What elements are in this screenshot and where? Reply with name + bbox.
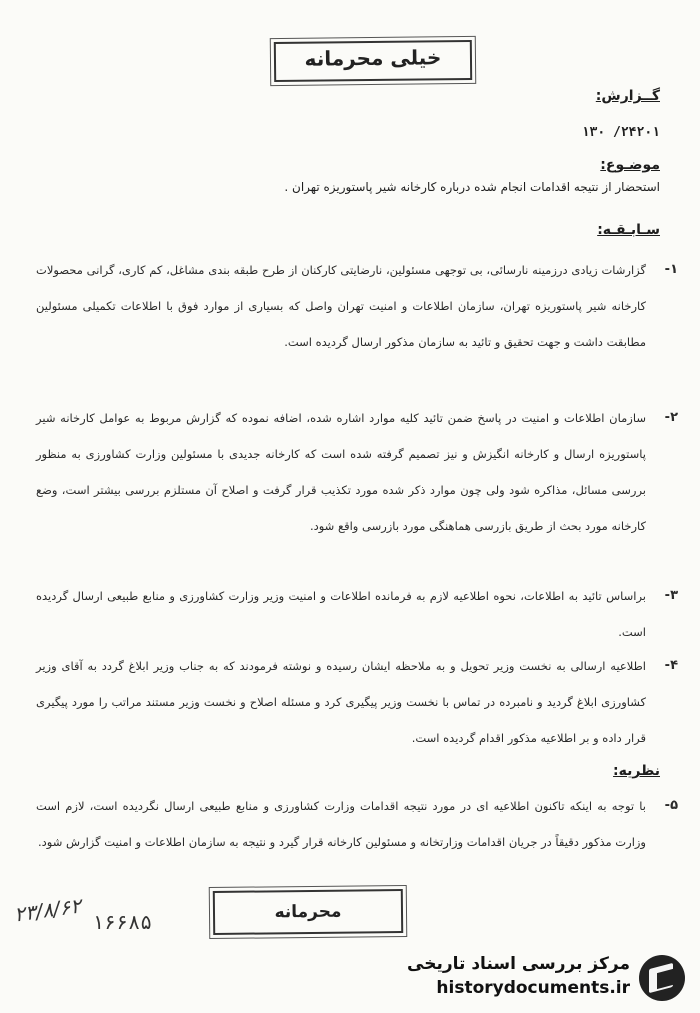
item-number: ۳- [664, 588, 678, 603]
item-text: براساس تائید به اطلاعات، نحوه اطلاعیه لازم به فرمانده اطلاعات و امنیت وزیر وزارت کشاورزی و منابع طبیعی ارسال گردیده است. [36, 589, 646, 639]
item-number: ۱- [664, 262, 678, 277]
item-number: ۲- [664, 410, 678, 425]
item-text: اطلاعیه ارسالی به نخست وزیر تحویل و به ملاحظه ایشان رسیده و نوشته فرمودند که به جناب وزیر ابلاغ گردد به آقای وزیر کشاورزی ابلاغ گردید و نامبرده در تماس با نخست وزیر پیگیری کرد و مسئله اصلاح و نخست وزیر مستند مراتب را مورد پیگیری قرار داده و بر اطلاعیه مذکور اقدام گردیده است. [36, 659, 646, 745]
watermark-url: historydocuments.ir [436, 978, 630, 998]
classification-stamp-bottom: محرمانه [213, 889, 403, 935]
item-text: با توجه به اینکه تاکنون اطلاعیه ای در مورد نتیجه اقدامات وزارت کشاورزی و منابع طبیعی ارسال نگردیده است، لازم است وزارت مذکور دقیقاً در جریان اقدامات وزارتخانه و مسئولین کارخانه قرار گیرد و نتیجه به سازمان اطلاعات و امنیت گزارش شود. [36, 799, 646, 849]
background-item-2 [36, 400, 676, 544]
item-number: ۴- [664, 658, 678, 673]
background-label: سـابـقـه: [597, 222, 660, 238]
opinion-label: نظریه: [613, 763, 660, 779]
background-item-3 [36, 578, 676, 650]
report-number: ۲۴۲۰۱/ ۱۳۰ [581, 125, 660, 140]
report-label: گــزارش: [595, 88, 660, 104]
background-item-1 [36, 252, 676, 360]
watermark-title: مرکز بررسی اسناد تاریخی [407, 954, 630, 974]
item-number: ۵- [664, 798, 678, 813]
background-item-4 [36, 648, 676, 756]
handwritten-signature: ۲۳/۸/۶۲ [12, 893, 83, 927]
document-archive-logo-icon [639, 955, 685, 1001]
archive-watermark [407, 950, 690, 1005]
document-serial-number: ۱۶۶۸۵ [92, 910, 153, 934]
item-text: سازمان اطلاعات و امنیت در پاسخ ضمن تائید کلیه موارد اشاره شده، اضافه نموده که گزارش مربوط به عوامل کارخانه شیر پاستوریزه ارسال و کارخانه انگیزش و نیز تصمیم گرفته شده است که کارخانه جدیدی با مسئولین وزارت کشاورزی به منظور بررسی مسائل، مذاکره شود ولی چون موارد ذکر شده مورد تکذیب قرار گرفت و اصلاح آن مستلزم بررسی بیشتر است، وضع کارخانه مورد بحث از طریق بازرسی هماهنگی مورد بازرسی واقع شود. [36, 411, 646, 533]
item-text: گزارشات زیادی درزمینه نارسائی، بی توجهی مسئولین، نارضایتی کارکنان از طرح طبقه بندی مشاغل، کم کاری، گرانی محصولات کارخانه شیر پاستوریزه تهران، سازمان اطلاعات و امنیت تهران واصل که بسیاری از موارد فوق با اطلاعات تکمیلی مسئولین مطابقت داشت و جهت تحقیق و تائید به سازمان مذکور ارسال گردیده است. [36, 263, 646, 349]
subject-label: موضـوع: [600, 157, 660, 173]
opinion-item-1 [36, 788, 676, 860]
subject-text: استحضار از نتیجه اقدامات انجام شده درباره کارخانه شیر پاستوریزه تهران . [284, 180, 660, 194]
classification-stamp-top: خیلی محرمانه [274, 40, 472, 82]
